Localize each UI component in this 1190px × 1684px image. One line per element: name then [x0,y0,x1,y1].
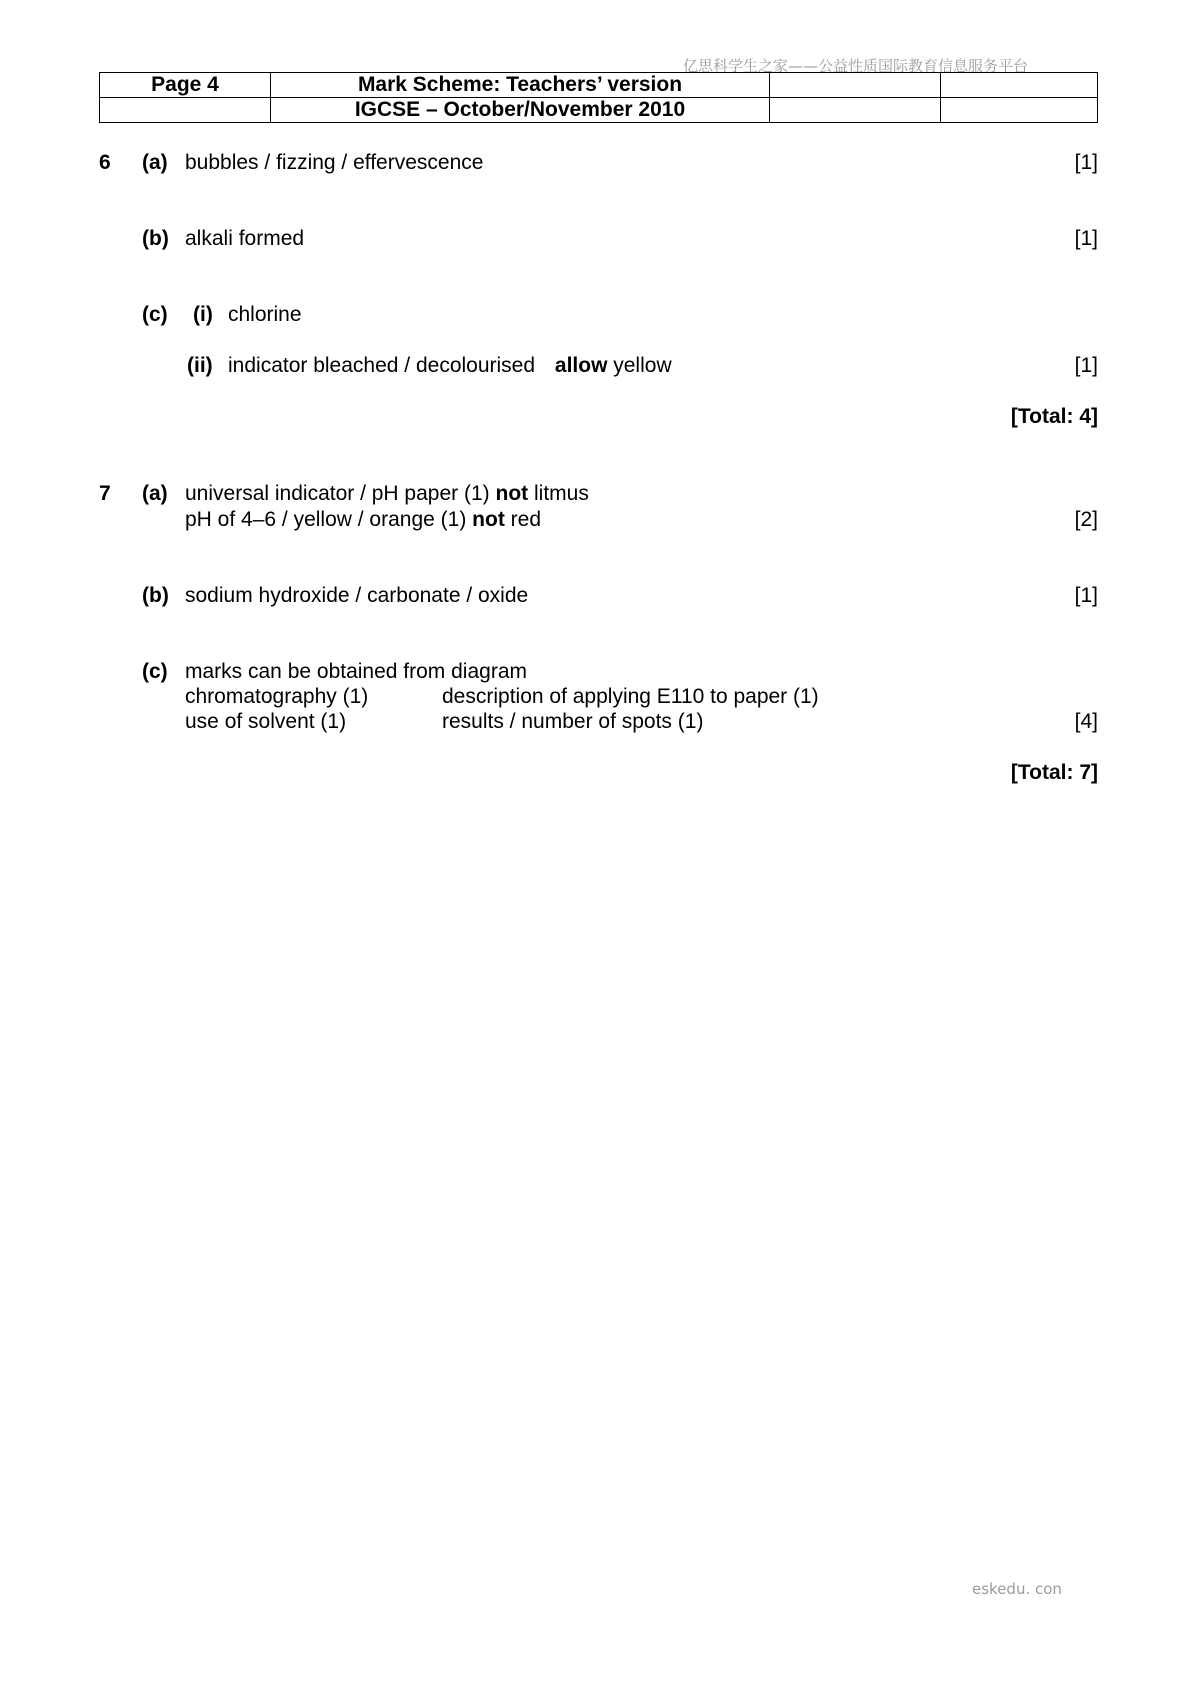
part-label: (a) [142,151,168,174]
part-label: (c) [142,303,168,326]
answer-text: alkali formed [185,227,305,250]
answer-text: description of applying E110 to paper (1) [442,685,819,708]
question-number: 6 [99,151,111,174]
header-empty-cell [770,73,941,98]
answer-line [185,507,541,533]
part-label: (b) [142,227,169,250]
not-text: litmus [534,482,589,505]
not-keyword: not [495,482,529,505]
answer-text: marks can be obtained from diagram [185,660,527,683]
question-total: [Total: 4] [1010,405,1098,428]
question-number: 7 [99,482,111,505]
header-empty-cell [770,98,941,123]
answer-text: indicator bleached / decolourised [228,354,536,377]
answer-line [185,481,589,507]
exam-session: IGCSE – October/November 2010 [271,98,770,123]
document-title: Mark Scheme: Teachers’ version [271,73,770,98]
part-label: (c) [142,660,168,683]
header-empty-cell [100,98,271,123]
header-empty-cell [941,73,1098,98]
answer-text: pH of 4–6 / yellow / orange (1) [185,508,467,531]
mark: [1] [1074,227,1098,250]
mark: [1] [1074,354,1098,377]
answer-line [228,353,672,379]
answer-text: results / number of spots (1) [442,710,704,733]
answer-text: sodium hydroxide / carbonate / oxide [185,584,529,607]
answer-text: bubbles / fizzing / effervescence [185,151,484,174]
header-table [99,72,1098,123]
allow-keyword: allow [554,354,608,377]
not-keyword: not [472,508,505,531]
allow-text: yellow [613,354,672,377]
answer-text: universal indicator / pH paper (1) [185,482,490,505]
subpart-label: (ii) [187,354,213,377]
question-total: [Total: 7] [1010,761,1098,784]
not-text: red [510,508,542,531]
header-empty-cell [941,98,1098,123]
watermark-top: 亿思科学生之家——公益性质国际教育信息服务平台 [683,57,1029,75]
mark: [1] [1074,151,1098,174]
subpart-label: (i) [193,303,213,326]
watermark-bottom: eskedu. con [972,1580,1062,1598]
page-number: Page 4 [100,73,271,98]
answer-text: chlorine [228,303,302,326]
mark: [4] [1074,710,1098,733]
part-label: (b) [142,584,169,607]
answer-text: use of solvent (1) [185,710,347,733]
mark: [1] [1074,584,1098,607]
answer-text: chromatography (1) [185,685,369,708]
mark: [2] [1074,508,1098,531]
part-label: (a) [142,482,168,505]
